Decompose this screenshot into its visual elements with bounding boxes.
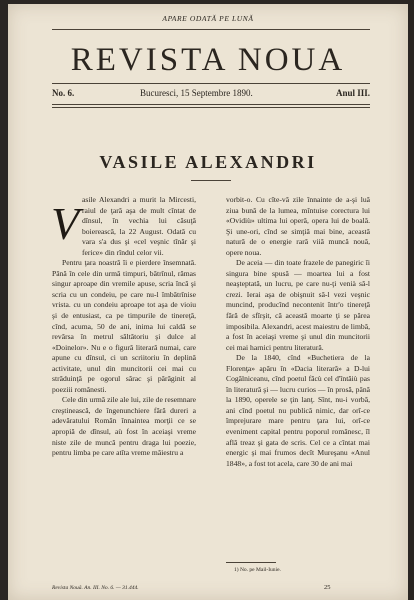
article-title: VASILE ALEXANDRI (99, 152, 317, 172)
issue-double-rule (52, 104, 370, 108)
footer-signature: Revista Nouă. An. III. No. 6. — 31.444. (52, 585, 139, 591)
title-rule (191, 180, 231, 181)
footnote-rule (226, 562, 276, 563)
paragraph-3: Cele din urmă zile ale lui, zile de resemnare creştinească, de îngenunchiere fără dureri a adevăratului Român înnaintea morţii ce se apropiă de dînsul, aù fost în aceiaşi vreme niste zile de muncă pentru draga lui poezie, pentru limba pe care atîta vreme măiestru a (52, 395, 196, 458)
page (8, 4, 408, 600)
paragraph-2: Pentru ţara noastră îi e pierdere însemnată. Până în cele din urmă timpuri, bătrînul, rămas singur aproape din vremile apuse, scria încă şi scria cu un condeiu, pe care nu-l îmbătrînise vrista. cu un condeiu aproape tot aşa de vioiu şi de entusiast, ca pe timpurile de tinereţă, cînd, acuma, 50 de ani, inima lui caldă se revărsa în metrul săltătoriu şi dulce al «Doinelor». Nu e o figură literară numai, care apune cu dînsul, ci un scriitoriu în deplină activitate, unul din muncitorii cei mai cu străduinţă pe ogorul sărac şi părăginit al poeziii românesti. (52, 258, 196, 394)
paragraph-6: De la 1840, cînd «Buchetiera de la Florenţa» apăru în «Dacia literară» a D-lui Cogălniceanu, cînd poetul făcù cel d'întăiù pas în literatură şi — lucru curios — în prosă, până la 1890, operele se ţin lanţ. Sînt, nu-i vorbă, ani cînd poetul nu publică nimic, dar orî-ce împrejurare mare pentru ţara lui, orî-ce eveniment capital pentru poporul românesc, îl află treaz şi gata de scris. Cel ce a cîntat mai energic şi mai frumos decît Mureşanu «Anul 1848», a fost tot acela, care 30 de ani mai (226, 353, 370, 468)
issue-number: No. 6. (52, 88, 75, 98)
paragraph-5: De aceia — din toate frazele de panegiric îi singura bine spusă — moartea lui a fost neaşteptată, un lucru, pe care nu-ţi venià să-l crezi. Ierai aşa de obişnuit să-l vezi veşnic muncind, producînd necontenit într'o tinereţă fără de sfîrşit, că această moarte ţi se părea imposibila. Alexandri, acest maiestru de limbă, a fost în aceiaşi vreme şi unul din muncitorii cei mai harnici pentru literatură. (226, 258, 370, 352)
masthead-rule (52, 83, 370, 84)
page-number: 25 (324, 584, 331, 591)
masthead-title: REVISTA NOUA (70, 42, 346, 78)
right-column (226, 195, 370, 469)
left-column (52, 195, 196, 459)
masthead-top-rule (52, 29, 370, 30)
drop-cap: V (51, 198, 80, 249)
issue-line (52, 88, 370, 100)
paragraph-1 (52, 195, 196, 258)
paragraph-4: vorbit-o. Cu cîte-vă zile înnainte de a-şi luă ziua bună de la lumea, mîntuise corectura lui «Ovidiù» ultima lui operă, opera lui de boală. Şi une-ori, cînd se simţiă mai bine, această natură de o energie rară viiă muncă nouă, opere noua. (226, 195, 370, 257)
masthead-motto: APARE ODATĂ PE LUNĂ (162, 14, 254, 23)
footnote: 1) No. pe Mail-Iunie. (234, 567, 281, 573)
issue-date: Bucuresci, 15 Septembre 1890. (140, 88, 253, 98)
issue-year: Anul III. (335, 88, 370, 98)
paragraph-text: asile Alexandri a murit la Mircesti, raiul de ţară aşa de mult cîntat de dînsul, în vechia lui căsuţă boierească, la 22 August. Odată cu vara s'a dus şi «cel veşnic tînăr şi ferice» din rîndul celor vii. (82, 195, 196, 257)
